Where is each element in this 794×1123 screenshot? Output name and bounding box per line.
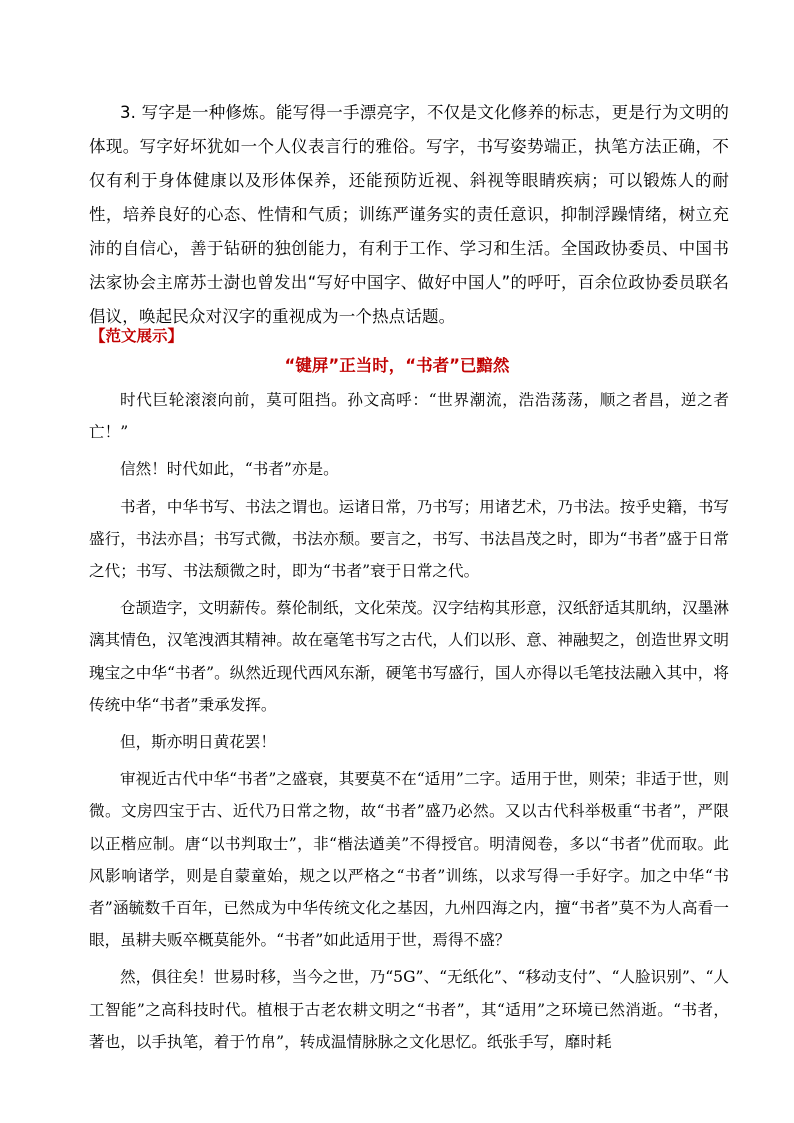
essay-paragraph: 时代巨轮滚滚向前，莫可阻挡。孙文高呼：“世界潮流，浩浩荡荡，顺之者昌，逆之者亡！” [89, 391, 729, 442]
essay-body [89, 384, 729, 1063]
intro-paragraph: 3. 写字是一种修炼。能写得一手漂亮字，不仅是文化修养的标志，更是行为文明的体现。写字好坏犹如一个人仪表言行的雅俗。写字，书写姿势端正，执笔方法正确，不仅有利于身体健康以及形体保养，还能预防近视、斜视等眼睛疾病；可以锻炼人的耐性，培养良好的心态、性情和气质；训练严谨务实的责任意识，抑制浮躁情绪，树立充沛的自信心，善于钻研的独创能力，有利于工作、学习和生活。全国政协委员、中国书法家协会主席苏士澍也曾发出“写好中国字、做好中国人”的呼吁，百余位政协委员联名倡议，唤起民众对汉字的重视成为一个热点话题。 [89, 103, 729, 326]
essay-paragraph: 信然！时代如此，“书者”亦是。 [120, 460, 339, 479]
essay-paragraph: 审视近古代中华“书者”之盛衰，其要莫不在“适用”二字。适用于世，则荣；非适于世，则微。文房四宝于古、近代乃日常之物，故“书者”盛乃必然。又以古代科举极重“书者”，严限以正楷应制。唐“以书判取士”，非“楷法遒美”不得授官。明清阅卷，多以“书者”优而取。此风影响诸学，则是自蒙童始，规之以严格之“书者”训练，以求写得一手好字。加之中华“书者”涵毓数千百年，已然成为中华传统文化之基因，九州四海之内，擅“书者”莫不为人高看一眼，虽耕夫贩卒概莫能外。“书者”如此适用于世，焉得不盛？ [89, 770, 729, 950]
section-label: 【范文展示】 [90, 327, 184, 345]
essay-paragraph: 但，斯亦明日黄花罢！ [120, 733, 276, 752]
essay-paragraph: 书者，中华书写、书法之谓也。运诸日常，乃书写；用诸艺术，乃书法。按乎史籍，书写盛行，书法亦昌；书写式微，书法亦颓。要言之，书写、书法昌茂之时，即为“书者”盛于日常之代；书写、书法颓微之时，即为“书者”衰于日常之代。 [89, 497, 729, 581]
essay-paragraph: 仓颉造字，文明薪传。蔡伦制纸，文化荣茂。汉字结构其形意，汉纸舒适其肌纳，汉墨淋漓其情色，汉笔洩洒其精神。故在毫笔书写之古代，人们以形、意、神融契之，创造世界文明瑰宝之中华“书者”。纵然近现代西风东渐，硬笔书写盛行，国人亦得以毛笔技法融入其中，将传统中华“书者”秉承发挥。 [89, 599, 729, 714]
essay-title: “键屏”正当时，“书者”已黯然 [284, 356, 510, 375]
essay-paragraph: 然，俱往矣！世易时移，当今之世，乃“5G”、“无纸化”、“移动支付”、“人脸识别”、“人工智能”之高科技时代。植根于古老农耕文明之“书者”，其“适用”之环境已然消逝。“书者，著也，以手执笔，着于竹帛”，转成温情脉脉之文化思忆。纸张手写，靡时耗 [89, 968, 729, 1051]
